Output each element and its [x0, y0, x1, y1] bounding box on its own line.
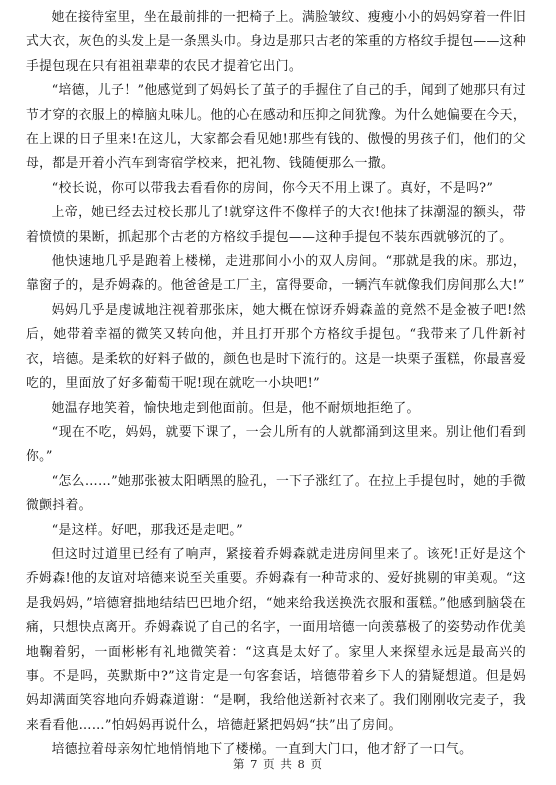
- page-number-footer: 第 7 页 共 8 页: [233, 757, 323, 771]
- paragraph: “校长说，你可以带我去看看你的房间，你今天不用上课了。真好，不是吗?”: [51, 180, 494, 196]
- paragraph: 她在接待室里，坐在最前排的一把椅子上。满脸皱纹、瘦瘦小小的妈妈穿着一件旧式大衣，灰色的头发上是一条黑头巾。身边是那只古老的笨重的方格纹手提包——这种手提包现在只有祖祖辈辈的农民才提着它出门。: [26, 10, 526, 74]
- paragraph: “现在不吃，妈妈，就要下课了，一会儿所有的人就都涌到这里来。别让他们看到你。”: [26, 424, 526, 465]
- paragraph: 上帝，她已经去过校长那儿了!就穿这件不像样子的大衣!他抹了抹潮湿的额头，带着愤愤的果断，抓起那个古老的方格纹手提包——这种手提包不装东西就够沉的了。: [26, 205, 526, 245]
- paragraph: 妈妈几乎是虔诚地注视着那张床，她大概在惊讶乔姆森盖的竟然不是金被子吧!然后，她带着幸福的微笑又转向他，并且打开那个方格纹手提包。“我带来了几件新衬衣，培德。是柔软的好料子做的，颜色也是时下流行的。这是一块栗子蛋糕，你最喜爱吃的，里面放了好多葡萄干呢!现在就吃一小块吧!”: [26, 302, 526, 392]
- paragraph: 但这时过道里已经有了响声，紧接着乔姆森就走进房间里来了。该死!正好是这个乔姆森!他的友谊对培德来说至关重要。乔姆森有一种苛求的、爱好挑剔的审美观。“这是我妈妈，”培德窘拙地结结巴巴地介绍，“她来给我送换洗衣服和蛋糕。”他感到脑袋在痛，只想快点离开。乔姆森说了自己的名字，一面用培德一向羡慕极了的姿势动作优美地鞠着躬，一面彬彬有礼地微笑着：“这真是太好了。家里人来探望永远是最高兴的事。不是吗，英默斯中?”这肯定是一句客套话，培德带着乡下人的猜疑想道。但是妈妈却满面笑容地向乔姆森道谢：“是啊，我给他送新衬衣来了。我们刚刚收完麦子，我来看看他……”怕妈妈再说什么，培德赶紧把妈妈“扶”出了房间。: [26, 546, 526, 733]
- paragraph: “怎么……”她那张被太阳晒黑的脸孔，一下子涨红了。在拉上手提包时，她的手微微颤抖着。: [26, 473, 526, 514]
- paragraph: “是这样。好吧，那我还是走吧。”: [51, 522, 244, 538]
- document-body: [26, 6, 526, 763]
- paragraph: “培德，儿子！”他感觉到了妈妈长了茧子的手握住了自己的手，闻到了她那只有过节才穿的衣服上的樟脑丸味儿。他的心在感动和压抑之间犹豫。为什么她偏要在今天，在上课的日子里来!在这儿，大家都会看见她!那些有钱的、傲慢的男孩子们，他们的父母，都是开着小汽车到寄宿学校来，把礼物、钱随便那么一撒。: [26, 83, 526, 172]
- paragraph: 他快速地几乎是跑着上楼梯，走进那间小小的双人房间。“那就是我的床。那边，靠窗子的，是乔姆森的。他爸爸是工厂主，富得要命，一辆汽车就像我们房间那么大!”: [26, 254, 526, 294]
- paragraph: 培德拉着母亲匆忙地悄悄地下了楼梯。一直到大门口，他才舒了一口气。: [51, 742, 473, 758]
- paragraph: 她温存地笑着，愉快地走到他面前。但是，他不耐烦地拒绝了。: [51, 400, 420, 416]
